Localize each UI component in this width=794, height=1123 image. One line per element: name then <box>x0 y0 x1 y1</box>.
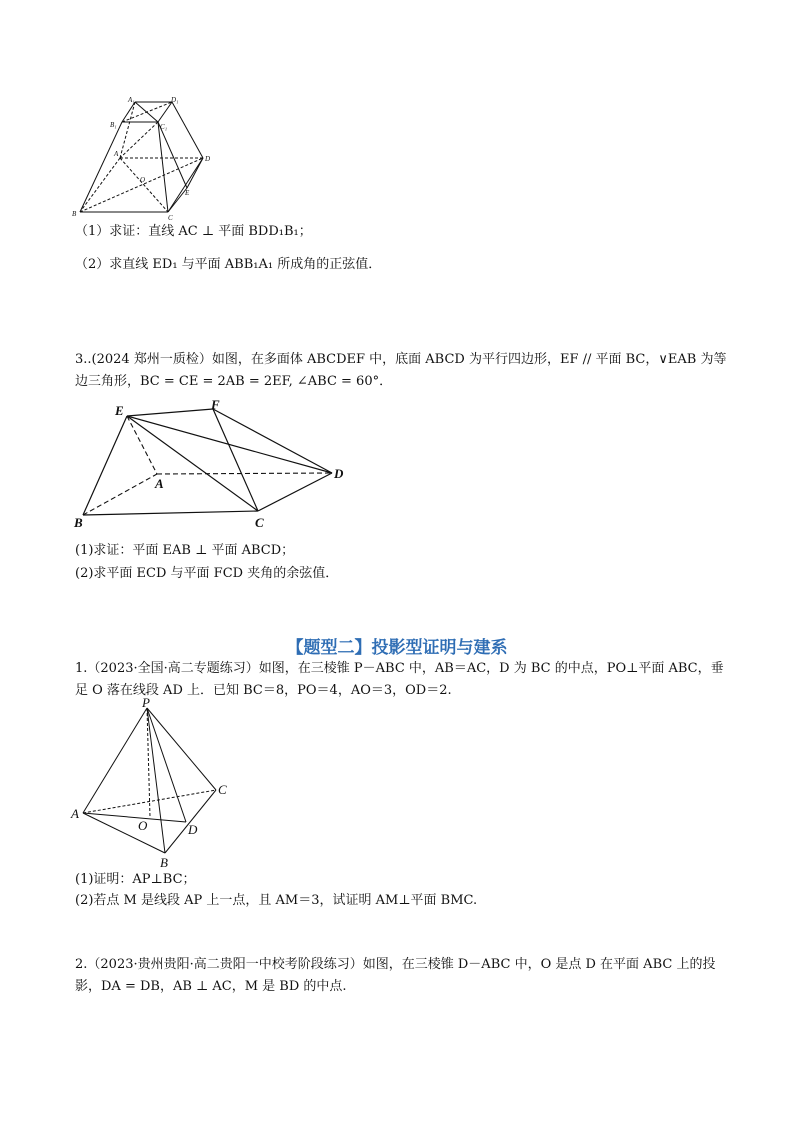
label-D: D <box>334 466 344 481</box>
label-A: A <box>155 476 164 491</box>
problem3-line1: 3..(2024 郑州一质检）如图，在多面体 ABCDEF 中，底面 ABCD 为平行四边形，EF // 平面 BC，∨EAB 为等 <box>75 352 727 367</box>
label-B: B <box>74 515 83 530</box>
problem-t2-line2: 影，DA = DB，AB ⊥ AC，M 是 BD 的中点. <box>75 979 347 994</box>
label-C1: C₁ <box>160 123 168 131</box>
label-A: A <box>71 806 79 821</box>
frustum-figure <box>70 94 220 224</box>
problem3-question2: (2)求平面 ECD 与平面 FCD 夹角的余弦值． <box>75 566 339 581</box>
label-A: A <box>114 150 119 158</box>
label-A1: A₁ <box>128 96 135 104</box>
problem-t2-line1: 2.（2023·贵州贵阳·高二贵阳一中校考阶段练习）如图，在三棱锥 D－ABC 中，O 是点 D 在平面 ABC 上的投 <box>75 957 716 972</box>
problem3-line2: 边三角形，BC = CE = 2AB = 2EF, ∠ABC = 60°． <box>75 374 393 389</box>
problem-t1-line2: 足 O 落在线段 AD 上．已知 BC＝8，PO＝4，AO＝3，OD＝2. <box>75 683 452 698</box>
label-C: C <box>218 782 227 797</box>
section-title: 【题型二】投影型证明与建系 <box>286 638 508 658</box>
problem-t1-question2: (2)若点 M 是线段 AP 上一点，且 AM＝3，试证明 AM⊥平面 BMC. <box>75 893 478 908</box>
label-C: C <box>255 515 264 530</box>
label-D1: D₁ <box>171 96 179 104</box>
label-F: F <box>211 397 220 412</box>
problem3-question1: (1)求证：平面 EAB ⊥ 平面 ABCD； <box>75 543 295 558</box>
problem1-question1: （1）求证：直线 AC ⊥ 平面 BDD₁B₁； <box>75 224 312 239</box>
problem-t1-line1: 1.（2023·全国·高二专题练习）如图，在三棱锥 P－ABC 中，AB＝AC，D 为 BC 的中点，PO⊥平面 ABC，垂 <box>75 661 724 676</box>
polyhedron-figure <box>70 396 360 536</box>
label-D: D <box>205 155 211 163</box>
label-B1: B₁ <box>110 121 117 129</box>
label-E: E <box>185 189 190 197</box>
label-C: C <box>168 214 173 222</box>
label-O: O <box>138 818 148 833</box>
label-B: B <box>160 855 168 870</box>
problem1-question2: （2）求直线 ED₁ 与平面 ABB₁A₁ 所成角的正弦值． <box>75 257 382 272</box>
tetrahedron-figure <box>68 696 238 872</box>
label-D: D <box>188 822 198 837</box>
label-B: B <box>72 210 77 218</box>
label-O: O <box>140 176 146 184</box>
label-E: E <box>115 403 124 418</box>
problem-t1-question1: (1)证明：AP⊥BC； <box>75 872 196 887</box>
label-P: P <box>142 696 150 710</box>
